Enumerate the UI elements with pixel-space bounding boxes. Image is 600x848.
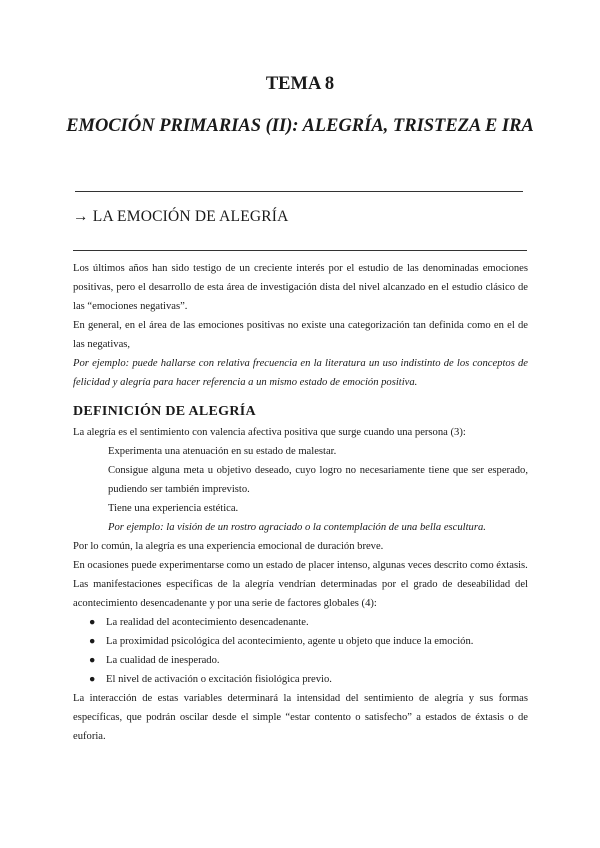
list-item xyxy=(89,613,528,632)
chapter-subtitle: EMOCIÓN PRIMARIAS (II): ALEGRÍA, TRISTEZA E IRA xyxy=(66,116,534,136)
list-item xyxy=(89,632,528,651)
divider-top xyxy=(75,191,523,192)
paragraph-intense: En ocasiones puede experimentarse como un estado de placer intenso, algunas veces descrito como éxtasis. xyxy=(73,560,528,571)
list-item-text: La proximidad psicológica del acontecimiento, agente u objeto que induce la emoción. xyxy=(106,636,474,647)
bullet-icon: ● xyxy=(89,636,96,647)
bullet-icon: ● xyxy=(89,617,96,628)
definition-item: Experimenta una atenuación en su estado de malestar. xyxy=(108,446,337,457)
factors-list xyxy=(73,613,528,689)
intro-paragraph-2: En general, en el área de las emociones positivas no existe una categorización tan definida como en el de las negativas, xyxy=(73,320,528,350)
divider-bottom xyxy=(73,250,527,251)
list-item-text: La realidad del acontecimiento desencadenante. xyxy=(106,617,309,628)
list-item xyxy=(89,651,528,670)
list-item xyxy=(89,670,528,689)
bullet-icon: ● xyxy=(89,655,96,666)
definition-lead: La alegría es el sentimiento con valencia afectiva positiva que surge cuando una persona (3): xyxy=(73,427,466,438)
paragraph-manifestations: Las manifestaciones específicas de la alegría vendrían determinadas por el grado de deseabilidad del acontecimiento desencadenante y por una serie de factores globales (4): xyxy=(73,579,528,609)
definition-heading: DEFINICIÓN DE ALEGRÍA xyxy=(73,404,256,419)
document-body xyxy=(73,259,528,746)
paragraph-final: La interacción de estas variables determinará la intensidad del sentimiento de alegría y sus formas específicas, que podrán oscilar desde el simple “estar contento o satisfecho” a estados de éxtasis o de euforia. xyxy=(73,693,528,742)
definition-item: Consigue alguna meta u objetivo deseado, cuyo logro no necesariamente tiene que ser esperado, pudiendo ser también imprevisto. xyxy=(108,465,528,495)
list-item-text: La cualidad de inesperado. xyxy=(106,655,220,666)
definition-example: Por ejemplo: la visión de un rostro agraciado o la contemplación de una bella escultura. xyxy=(108,522,486,533)
definition-item: Tiene una experiencia estética. xyxy=(108,503,239,514)
intro-paragraph: Los últimos años han sido testigo de un creciente interés por el estudio de las denominadas emociones positivas, pero el desarrollo de esta área de investigación dista del nivel alcanzado en el estudio clásico de las “emociones negativas”. xyxy=(73,263,528,312)
list-item-text: El nivel de activación o excitación fisiológica previo. xyxy=(106,674,332,685)
tema-title: TEMA 8 xyxy=(265,74,335,94)
bullet-icon: ● xyxy=(89,674,96,685)
intro-example: Por ejemplo: puede hallarse con relativa frecuencia en la literatura un uso indistinto de los conceptos de felicidad y alegría para hacer referencia a un mismo estado de emoción positiva. xyxy=(73,358,528,388)
paragraph-common: Por lo común, la alegría es una experiencia emocional de duración breve. xyxy=(73,541,384,552)
section-heading: → LA EMOCIÓN DE ALEGRÍA xyxy=(73,208,289,225)
